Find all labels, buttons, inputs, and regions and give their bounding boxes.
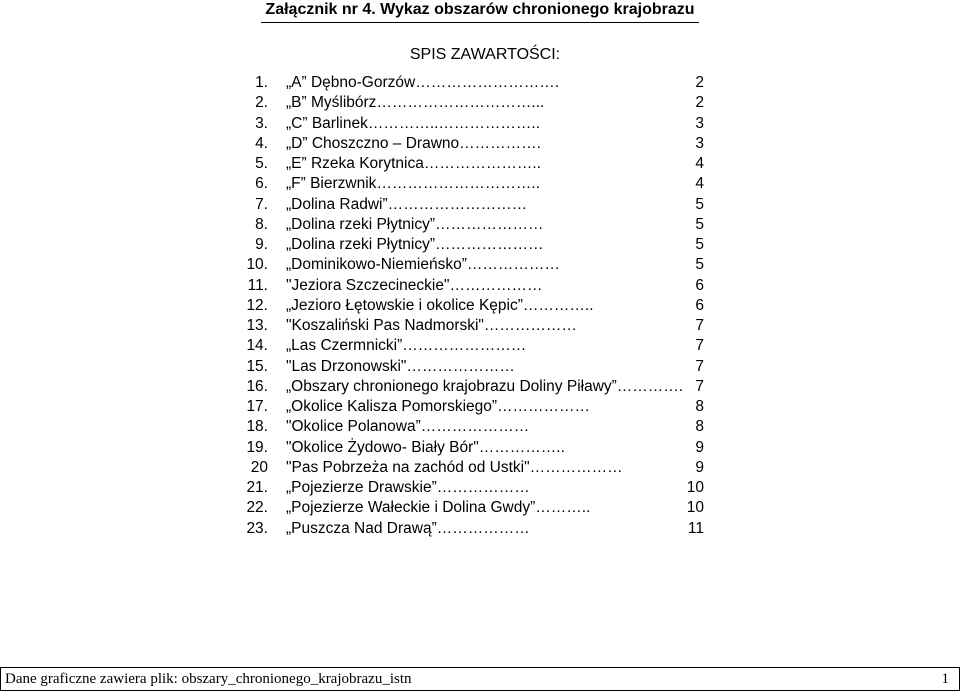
toc-item-page: 11 [687,519,704,537]
toc-heading: SPIS ZAWARTOŚCI: [409,46,561,63]
footer [0,667,960,691]
toc-item-page: 4 [695,155,704,172]
toc-item-number: 13. [246,317,268,334]
toc-item-title: "Jeziora Szczecineckie"……………… [286,276,543,294]
toc-item-title: „D” Choszczno – Drawno……………. [286,134,541,152]
toc-item-number: 7. [255,195,268,213]
toc-item-page: 9 [695,458,704,476]
toc-item-number: 3. [255,114,268,132]
toc-item-page: 8 [695,398,704,415]
page-title: Załącznik nr 4. Wykaz obszarów chronionego krajobrazu [261,0,698,23]
toc-item-number: 12. [246,296,268,314]
toc-item [240,498,720,518]
toc-item-title: "Koszaliński Pas Nadmorski"……………… [286,317,577,334]
toc-item-page: 8 [695,418,704,436]
toc-item-title: „Jezioro Łętowskie i okolice Kępic”………….. [286,296,594,314]
toc-item [240,73,720,93]
toc-item-title: "Okolice Polanowa”………………… [286,418,530,436]
toc-item [240,255,720,275]
toc-item [240,438,720,458]
toc-item-page: 10 [686,479,704,496]
toc-item-number: 22. [246,499,268,517]
toc-item [240,235,720,255]
toc-item [240,417,720,437]
toc-item-number: 6. [255,175,268,193]
toc-item-title: „Dolina Radwi”……………………… [286,195,528,213]
toc-item-page: 5 [695,236,704,253]
toc-item-page: 7 [695,357,704,375]
toc-item-title: „Pojezierze Drawskie”……………… [286,479,530,496]
toc-item-title: „F” Bierzwnik………………………….. [286,175,541,193]
toc-item [240,174,720,194]
toc-item-page: 4 [695,175,704,193]
toc-item-number: 23. [246,519,268,537]
toc-item [240,458,720,478]
toc-item-title: „Pojezierze Wałeckie i Dolina Gwdy”……….. [286,499,591,517]
toc-item-title: "Okolice Żydowo- Biały Bór"…………….. [286,438,565,456]
table-of-contents [240,73,720,539]
toc-item-number: 4. [255,134,268,152]
toc-item-page: 2 [695,74,704,91]
toc-item-title: „E” Rzeka Korytnica………………….. [286,155,541,172]
toc-item-number: 10. [246,256,268,274]
toc-item-page: 5 [695,195,704,213]
toc-item-number: 18. [246,418,268,436]
toc-item-number: 14. [246,337,268,355]
toc-item-number: 8. [255,215,268,233]
toc-item-title: „Las Czermnicki”…………………… [286,337,527,355]
toc-item [240,336,720,356]
toc-item-page: 3 [695,114,704,132]
toc-item-page: 5 [695,215,704,233]
page-header [0,0,960,22]
toc-item-page: 2 [695,94,704,112]
toc-item [240,316,720,336]
toc-item [240,377,720,397]
toc-item [240,519,720,539]
toc-item-page: 7 [695,377,704,395]
toc-item [240,195,720,215]
toc-item-page: 6 [695,296,704,314]
toc-item-number: 15. [246,357,268,375]
toc-item-page: 9 [695,438,704,456]
toc-item [240,357,720,377]
toc-item-number: 9. [255,236,268,253]
toc-item-title: „Dolina rzeki Płytnicy”………………… [286,215,544,233]
toc-item-title: "Las Drzonowski"………………… [286,357,515,375]
toc-item-page: 7 [695,317,704,334]
footer-page-number: 1 [941,671,949,687]
toc-item-number: 1. [255,74,268,91]
toc-item-title: „A” Dębno-Gorzów………………………. [286,74,560,91]
toc-item-number: 20 [250,458,268,476]
toc-item [240,215,720,235]
toc-item [240,478,720,498]
footer-text: Dane graficzne zawiera plik: obszary_chronionego_krajobrazu_istn [5,671,412,687]
toc-item [240,276,720,296]
toc-item [240,397,720,417]
toc-item-title: „Obszary chronionego krajobrazu Doliny Piławy”…………. [286,377,684,395]
toc-item [240,154,720,174]
toc-item-number: 19. [246,438,268,456]
toc-item-page: 6 [695,276,704,294]
toc-item-title: „B” Myślibórz…………………………... [286,94,545,112]
toc-item-page: 10 [686,499,704,517]
toc-item-title: „Okolice Kalisza Pomorskiego”……………… [286,398,591,415]
toc-item [240,114,720,134]
toc-item-number: 5. [255,155,268,172]
toc-item [240,93,720,113]
toc-item-title: „Dolina rzeki Płytnicy”………………… [286,236,544,253]
toc-item-page: 7 [695,337,704,355]
toc-item [240,134,720,154]
toc-item-title: "Pas Pobrzeża na zachód od Ustki"……………… [286,458,623,476]
toc-item-title: „C” Barlinek…………..……………….. [286,114,541,132]
toc-item [240,296,720,316]
toc-item-number: 2. [255,94,268,112]
toc-item-page: 3 [695,134,704,152]
toc-item-title: „Dominikowo-Niemieńsko”……………… [286,256,560,274]
toc-item-number: 17. [246,398,268,415]
toc-item-number: 16. [246,377,268,395]
toc-item-number: 11. [247,276,268,294]
toc-item-title: „Puszcza Nad Drawą”……………… [286,519,530,537]
toc-item-number: 21. [246,479,268,496]
toc-item-page: 5 [695,256,704,274]
